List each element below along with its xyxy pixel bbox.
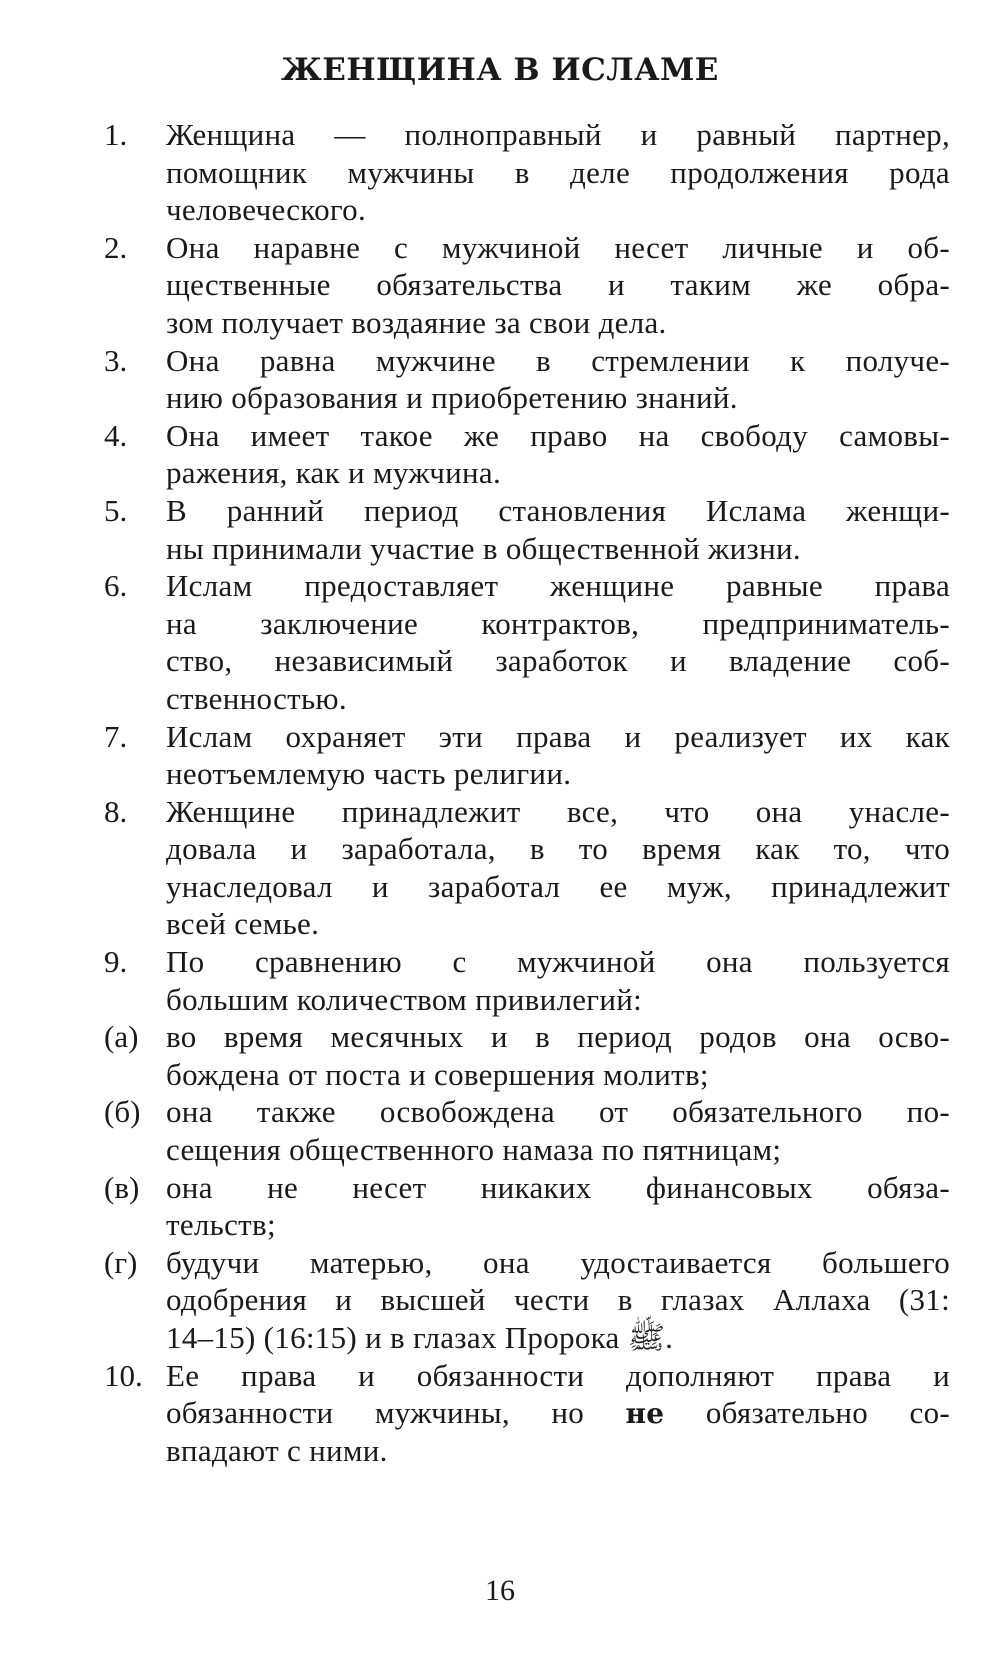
text-line: Женщине принадлежит все, что она унасле- xyxy=(166,793,950,829)
text-line: на заключение контрактов, предприниматель- xyxy=(166,605,950,641)
text-line xyxy=(166,1394,950,1432)
text-line: Ислам охраняет эти права и реализует их как xyxy=(166,718,950,754)
list-item-text xyxy=(166,1018,950,1093)
text-line: Она равна мужчине в стремлении к получе- xyxy=(166,342,950,378)
text-line: тельств; xyxy=(166,1207,276,1243)
list-item-number: 3. xyxy=(104,342,128,378)
list-item xyxy=(104,943,950,1018)
text-line: ражения, как и мужчина. xyxy=(166,455,502,491)
text-line: впадают с ними. xyxy=(166,1432,388,1468)
text-line: Ее права и обязанности дополняют права и xyxy=(166,1357,950,1393)
text-line: она также освобождена от обязательного по- xyxy=(166,1094,950,1130)
list-item xyxy=(104,492,950,567)
text-line: Ислам предоставляет женщине равные права xyxy=(166,568,950,604)
text-line: 14–15) (16:15) и в глазах Пророка ﷺ. xyxy=(166,1320,673,1355)
text-line: ственностью. xyxy=(166,680,347,716)
list-item-text xyxy=(166,943,950,1018)
list-item-number: (а) xyxy=(104,1019,139,1055)
page-title: ЖЕНЩИНА В ИСЛАМЕ xyxy=(281,52,719,88)
text-line: сещения общественного намаза по пятницам; xyxy=(166,1132,782,1168)
list-item-text xyxy=(166,116,950,229)
list-item-number: 2. xyxy=(104,229,128,265)
list-item-text xyxy=(166,793,950,943)
text-line: во время месячных и в период родов она осво- xyxy=(166,1019,950,1055)
list-item xyxy=(104,1169,950,1244)
text-line: бождена от поста и совершения молитв; xyxy=(166,1056,709,1092)
list-item xyxy=(104,793,950,943)
list-item-number: (в) xyxy=(104,1169,140,1205)
list-item-number: 10. xyxy=(104,1357,143,1393)
list-item-text xyxy=(166,567,950,717)
emphasis-text: не xyxy=(625,1397,665,1431)
text-line: она не несет никаких финансовых обяза- xyxy=(166,1169,950,1205)
text-line: По сравнению с мужчиной она пользуется xyxy=(166,944,950,980)
text-line: В ранний период становления Ислама женщи- xyxy=(166,492,950,528)
list-item xyxy=(104,567,950,717)
list-item-number: 6. xyxy=(104,568,128,604)
text-line: Она имеет такое же право на свободу самовы- xyxy=(166,417,950,453)
text-line: помощник мужчины в деле продолжения рода xyxy=(166,154,950,190)
text-line: Женщина — полноправный и равный партнер, xyxy=(166,117,950,152)
text-segment: обязательно со- xyxy=(664,1395,950,1431)
text-line: большим количеством привилегий: xyxy=(166,981,643,1017)
list-item-text xyxy=(166,1357,950,1470)
list-item-number: (г) xyxy=(104,1244,138,1280)
text-line: ство, независимый заработок и владение соб- xyxy=(166,643,950,679)
list-item xyxy=(104,1244,950,1357)
list-item-number: 5. xyxy=(104,492,128,528)
list-item-text xyxy=(166,229,950,342)
text-line: ны принимали участие в общественной жизни. xyxy=(166,530,801,566)
list-item-number: (б) xyxy=(104,1094,141,1130)
page-number: 16 xyxy=(485,1574,515,1607)
list-item xyxy=(104,229,950,342)
list-item-text xyxy=(166,417,950,492)
text-segment: обязанности мужчины, но xyxy=(166,1395,626,1431)
list-item xyxy=(104,116,950,229)
numbered-list xyxy=(104,116,950,1469)
text-line: будучи матерью, она удостаивается большего xyxy=(166,1244,950,1280)
text-line: одобрения и высшей чести в глазах Аллаха (31: xyxy=(166,1282,950,1318)
list-item-number: 9. xyxy=(104,944,128,980)
list-item-text xyxy=(166,1244,950,1357)
text-line: зом получает воздаяние за свои дела. xyxy=(166,304,667,340)
list-item xyxy=(104,1018,950,1093)
list-item-text xyxy=(166,718,950,793)
list-item-text xyxy=(166,492,950,567)
text-line: довала и заработала, в то время как то, что xyxy=(166,831,950,867)
list-item xyxy=(104,1357,950,1470)
list-item xyxy=(104,1093,950,1168)
text-line: нию образования и приобретению знаний. xyxy=(166,380,738,416)
text-line: щественные обязательства и таким же обра- xyxy=(166,267,950,303)
list-item-number: 8. xyxy=(104,793,128,829)
list-item xyxy=(104,417,950,492)
text-line: неотъемлемую часть религии. xyxy=(166,756,572,792)
list-item-number: 7. xyxy=(104,718,128,754)
text-line: всей семье. xyxy=(166,906,320,942)
list-item-text xyxy=(166,1093,950,1168)
list-item xyxy=(104,342,950,417)
text-line: Она наравне с мужчиной несет личные и об- xyxy=(166,229,950,265)
list-item-text xyxy=(166,342,950,417)
list-item-number: 1. xyxy=(104,117,128,152)
text-line: человеческого. xyxy=(166,192,367,228)
text-line: унаследовал и заработал ее муж, принадлежит xyxy=(166,868,950,904)
list-item-number: 4. xyxy=(104,417,128,453)
list-item-text xyxy=(166,1169,950,1244)
list-item xyxy=(104,718,950,793)
